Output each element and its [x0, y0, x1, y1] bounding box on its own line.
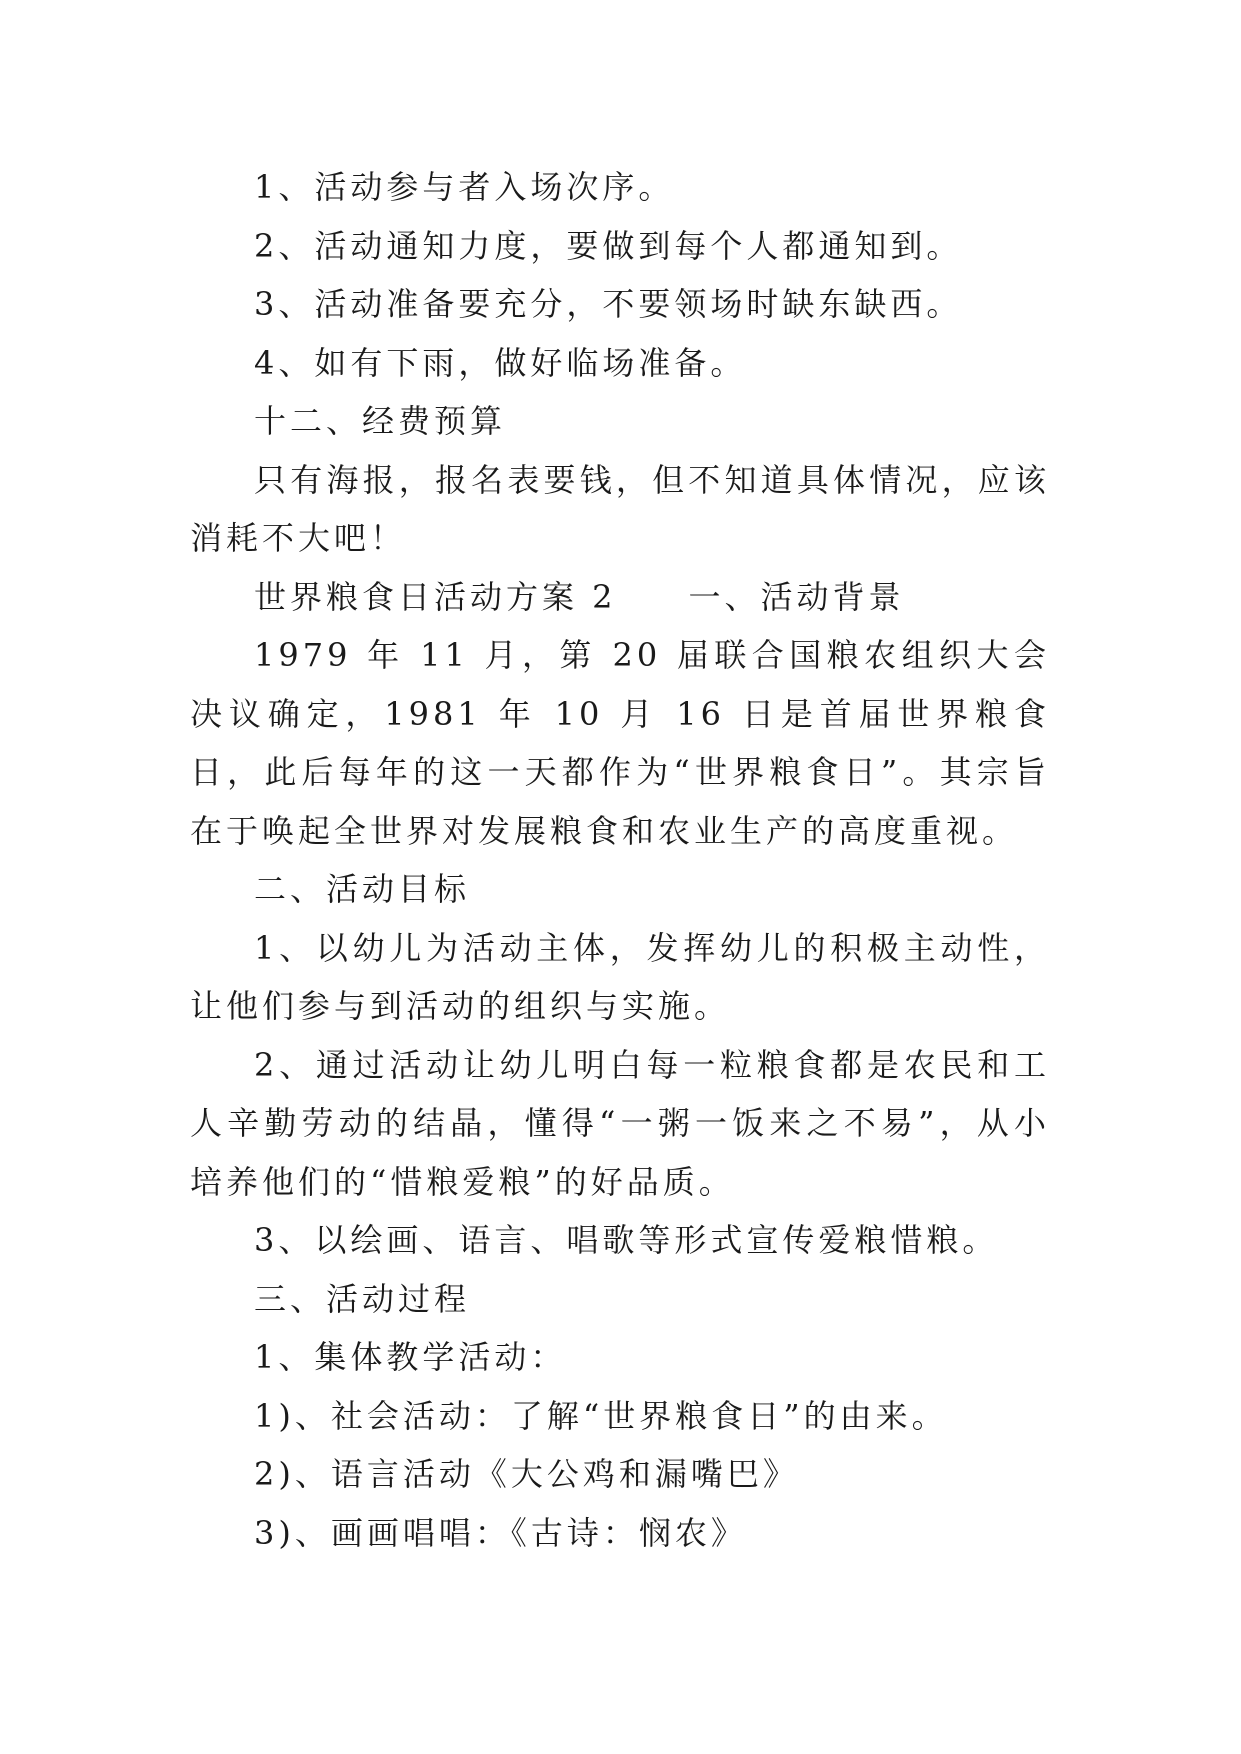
document-body — [190, 158, 1050, 1562]
paragraph-goal-3: 3、以绘画、语言、唱歌等形式宣传爱粮惜粮。 — [254, 1221, 999, 1259]
heading-goals: 二、活动目标 — [254, 870, 471, 908]
paragraph-preparation: 3、活动准备要充分，不要领场时缺东缺西。 — [254, 285, 963, 323]
paragraph-process-1-3: 3)、画画唱唱：《古诗：悯农》 — [254, 1513, 747, 1552]
paragraph-process-1-2: 2)、语言活动《大公鸡和漏嘴巴》 — [254, 1455, 799, 1493]
heading-budget: 十二、经费预算 — [254, 402, 507, 440]
paragraph-process-1-1: 1)、社会活动：了解“世界粮食日”的由来。 — [254, 1396, 948, 1435]
heading-plan-2 — [190, 568, 1050, 627]
paragraph-entry-order: 1、活动参与者入场次序。 — [254, 168, 675, 206]
plan-2-title: 世界粮食日活动方案 2 — [254, 577, 617, 616]
section-background-title: 一、活动背景 — [688, 577, 905, 616]
paragraph-goal-1: 1、以幼儿为活动主体，发挥幼儿的积极主动性，让他们参与到活动的组织与实施。 — [190, 928, 1050, 1025]
paragraph-goal-2: 2、通过活动让幼儿明白每一粒粮食都是农民和工人辛勤劳动的结晶，懂得“一粥一饭来之不易”，从小培养他们的“惜粮爱粮”的好品质。 — [190, 1045, 1050, 1201]
paragraph-background: 1979 年 11 月，第 20 届联合国粮农组织大会决议确定，1981 年 10 月 16 日是首届世界粮食日，此后每年的这一天都作为“世界粮食日”。其宗旨在于唤起全世界对发展粮食和农业生产的高度重视。 — [190, 636, 1050, 850]
paragraph-budget: 只有海报，报名表要钱，但不知道具体情况，应该消耗不大吧！ — [190, 460, 1050, 557]
paragraph-process-1: 1、集体教学活动： — [254, 1338, 567, 1376]
heading-process: 三、活动过程 — [254, 1279, 471, 1318]
paragraph-notification: 2、活动通知力度，要做到每个人都通知到。 — [254, 226, 963, 265]
paragraph-rain-plan: 4、如有下雨，做好临场准备。 — [254, 343, 747, 382]
